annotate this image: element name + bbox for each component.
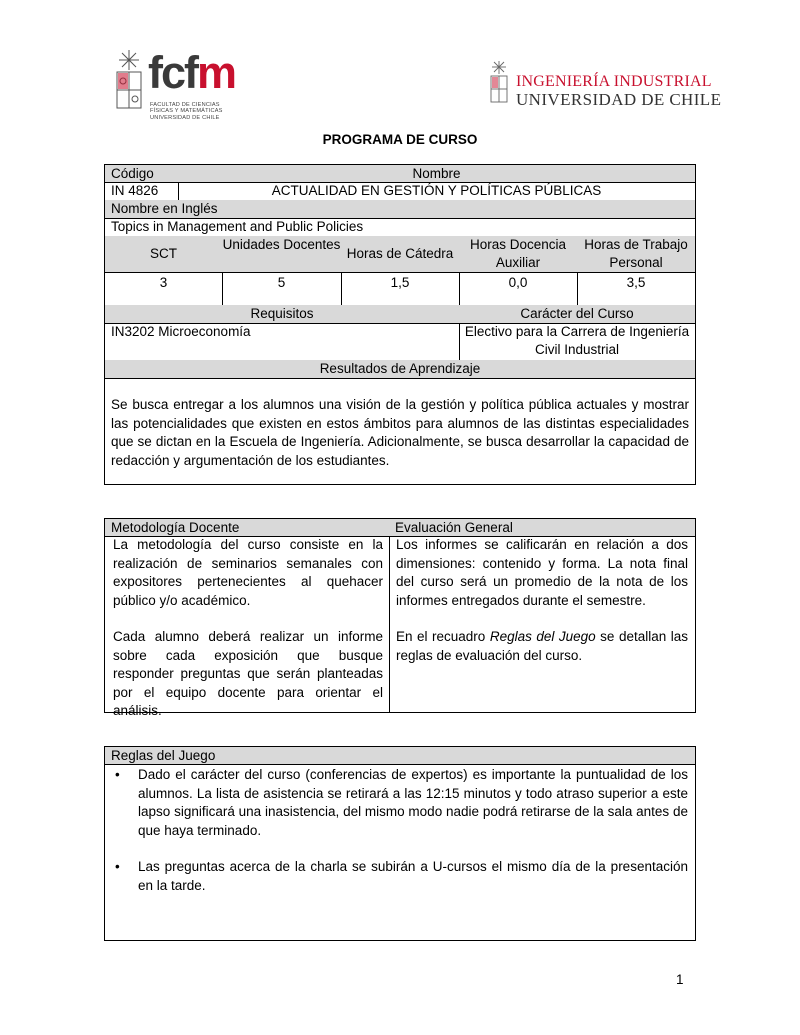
evaluation-body: [389, 536, 696, 713]
lecture-hours-header: Horas de Cátedra: [341, 236, 460, 273]
methodology-paragraph-2: Cada alumno deberá realizar un informe sobre cada exposición que busque responder preguntas que serán planteadas por el equipo docente para orientar el análisis.: [113, 629, 383, 718]
rules-reference: Reglas del Juego: [489, 629, 596, 644]
course-code: IN 4826: [104, 182, 179, 201]
name-header: Nombre: [178, 164, 696, 183]
evaluation-paragraph-1: Los informes se calificarán en relación a dos dimensiones: contenido y forma. La nota final del curso será un promedio de la nota de los informes entregados durante el semestre.: [396, 537, 688, 608]
character-value: Electivo para la Carrera de Ingeniería Civil Industrial: [459, 323, 696, 361]
learning-results-header: Resultados de Aprendizaje: [104, 360, 696, 379]
rules-body: [104, 764, 696, 941]
evaluation-paragraph-2: En el recuadro Reglas del Juego se detallan las reglas de evaluación del curso.: [396, 629, 688, 663]
rules-header: Reglas del Juego: [104, 746, 696, 765]
document-title: PROGRAMA DE CURSO: [322, 132, 478, 147]
learning-results-text: Se busca entregar a los alumnos una visión de la gestión y política pública actuales y mostrar las potencialidades que existen en estos ámbitos para alumnos de las distintas especialidades que se dictan en la Escuela de Ingeniería. Adicionalmente, se busca desarrollar la capacidad de redacción y argumentación de los estudiantes.: [104, 378, 696, 485]
ii-logo-line1: INGENIERÍA INDUSTRIAL: [516, 73, 712, 90]
ii-logo-line2: UNIVERSIDAD DE CHILE: [516, 90, 722, 109]
personal-hours-header: Horas de Trabajo Personal: [577, 236, 696, 273]
fcfm-subtitle: FACULTAD DE CIENCIAS FÍSICAS Y MATEMÁTICAS UNIVERSIDAD DE CHILE: [150, 102, 223, 121]
fcfm-wordmark: fcfm: [148, 47, 236, 98]
english-name: Topics in Management and Public Policies: [104, 218, 696, 237]
rules-list: [105, 766, 688, 895]
english-name-header: Nombre en Inglés: [104, 200, 696, 219]
evaluation-header: Evaluación General: [389, 518, 696, 537]
methodology-header: Metodología Docente: [104, 518, 390, 537]
lecture-hours-value: 1,5: [341, 272, 460, 306]
character-header: Carácter del Curso: [459, 305, 696, 324]
personal-hours-value: 3,5: [577, 272, 696, 306]
rules-item: • Las preguntas acerca de la charla se subirán a U-cursos el mismo día de la presentación en la tarde.: [105, 858, 688, 895]
course-name: ACTUALIDAD EN GESTIÓN Y POLÍTICAS PÚBLICAS: [178, 182, 696, 201]
units-header: Unidades Docentes: [222, 236, 342, 273]
ingenieria-industrial-logo: [488, 60, 722, 110]
code-header: Código: [104, 164, 179, 183]
page-number: 1: [676, 972, 684, 987]
requisites-header: Requisitos: [104, 305, 460, 324]
methodology-body: [104, 536, 390, 718]
sct-header: SCT: [104, 236, 223, 273]
aux-hours-value: 0,0: [459, 272, 578, 306]
units-value: 5: [222, 272, 342, 306]
university-seal-icon: [488, 60, 510, 106]
rules-item: • Dado el carácter del curso (conferencias de expertos) es importante la puntualidad de los alumnos. La lista de asistencia se retirará a las 12:15 minutos y todo atraso superior a este lapso significará una inasistencia, del mismo modo nadie podrá retirarse de la sala antes de que haya terminado.: [105, 766, 688, 840]
university-seal-icon: [112, 48, 146, 118]
aux-hours-header: Horas Docencia Auxiliar: [459, 236, 578, 273]
requisites-value: IN3202 Microeconomía: [104, 323, 460, 361]
sct-value: 3: [104, 272, 223, 306]
fcfm-logo: [112, 44, 242, 128]
methodology-paragraph-1: La metodología del curso consiste en la realización de seminarios semanales con expositores pertenecientes al quehacer público y/o académico.: [113, 537, 383, 608]
